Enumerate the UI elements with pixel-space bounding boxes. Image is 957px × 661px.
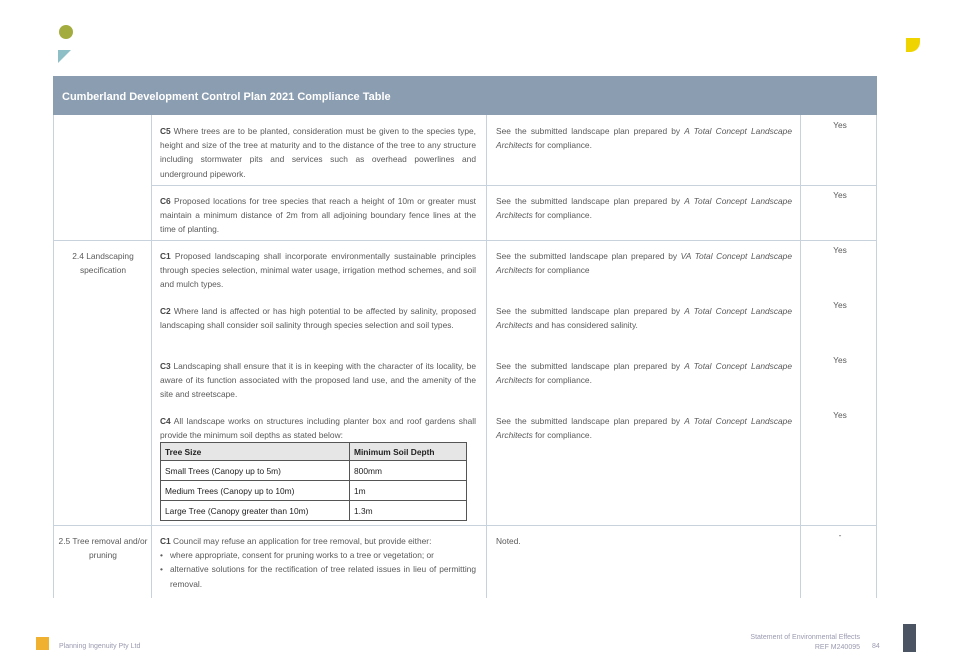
- soil-cell: Large Tree (Canopy greater than 10m): [161, 501, 350, 521]
- clause-code: C6: [160, 196, 171, 206]
- compliance-status: -: [838, 530, 842, 540]
- requirement-text: Proposed landscaping shall incorporate environmentally sustainable principles through species selection, minimal water usage, irrigation method schemes, and soil and mulch types.: [160, 251, 476, 290]
- soil-depth-table: [160, 442, 467, 521]
- requirement-text: Landscaping shall ensure that it is in keeping with the character of its locality, be aware of its function associated with the proposed land use, and the amenity of the site and streetscape.: [160, 361, 476, 400]
- table-row: [160, 124, 476, 181]
- firm-name: VA Total Concept Landscape Architects: [496, 251, 792, 276]
- requirement-text: Where trees are to be planted, consideration must be given to the species type, height and size of the tree at maturity and to the distance of the tree to any structure including stormwater pits and services such as overhead powerlines and underground pipework.: [160, 126, 476, 179]
- response-text: for compliance: [532, 265, 590, 276]
- compliance-status: Yes: [833, 300, 847, 310]
- requirement-text: Proposed locations for tree species that reach a height of 10m or greater must maintain a minimum distance of 2m from all adjoining boundary fence lines at the time of planting.: [160, 196, 477, 235]
- response-cell: [496, 194, 792, 222]
- table-row: [160, 304, 476, 332]
- table-row: [160, 194, 476, 237]
- section-label: 2.4 Landscaping specification: [72, 251, 134, 276]
- soil-table-header: [161, 443, 467, 461]
- firm-name: A Total Concept Landscape Architects: [496, 361, 792, 386]
- response-text: See the submitted landscape plan prepared by: [496, 306, 685, 316]
- requirement-text: Where land is affected or has high potential to be affected by salinity, proposed landscaping shall consider soil salinity through species selection and soil types.: [160, 306, 476, 331]
- compliance-status: Yes: [833, 410, 847, 420]
- response-cell: [496, 304, 792, 332]
- table-header: [53, 76, 877, 115]
- soil-cell: Small Trees (Canopy up to 5m): [161, 461, 350, 481]
- requirement-text: All landscape works on structures including planter box and roof gardens shall provide the minimum soil depths as stated below:: [160, 416, 476, 441]
- response-text: See the submitted landscape plan prepared by: [496, 251, 681, 261]
- compliance-status: Yes: [833, 245, 847, 255]
- response-text: for compliance.: [532, 210, 592, 221]
- response-text: See the submitted landscape plan prepared by: [496, 126, 685, 136]
- green-dot-icon: [59, 25, 73, 39]
- response-text: for compliance.: [532, 375, 592, 386]
- response-cell: Noted.: [496, 536, 521, 546]
- compliance-status: Yes: [833, 120, 847, 130]
- soil-header-cell: Tree Size: [161, 443, 350, 461]
- page-number: 84: [872, 643, 880, 650]
- footer-company: Planning Ingenuity Pty Ltd: [59, 643, 141, 650]
- soil-cell: 1m: [350, 481, 467, 501]
- response-text: See the submitted landscape plan prepared by: [496, 361, 685, 371]
- dark-bar-icon: [903, 624, 916, 652]
- firm-name: A Total Concept Landscape Architects: [496, 126, 792, 151]
- response-cell: [496, 124, 792, 152]
- footer-ref: REF M240095: [814, 644, 860, 651]
- table-row: [160, 359, 476, 402]
- table-row: [160, 534, 476, 591]
- row-divider: [53, 525, 877, 526]
- firm-name: A Total Concept Landscape Architects: [496, 196, 792, 221]
- footer-doc-info: [700, 633, 860, 653]
- compliance-status: Yes: [833, 355, 847, 365]
- clause-code: C4: [160, 416, 171, 426]
- response-text: and has considered salinity.: [532, 320, 638, 331]
- table-row: [160, 249, 476, 292]
- footer-doc-title: Statement of Environmental Effects: [750, 634, 860, 641]
- yellow-corner-icon: [906, 38, 920, 52]
- compliance-table: [53, 76, 877, 598]
- teal-triangle-icon: [58, 50, 71, 63]
- compliance-status: Yes: [833, 190, 847, 200]
- clause-code: C3: [160, 361, 171, 371]
- soil-cell: Medium Trees (Canopy up to 10m): [161, 481, 350, 501]
- response-cell: [496, 414, 792, 442]
- clause-code: C2: [160, 306, 171, 316]
- row-divider: [53, 240, 877, 241]
- table-title: Cumberland Development Control Plan 2021 Compliance Table: [62, 91, 391, 103]
- response-cell: [496, 359, 792, 387]
- soil-table-row: [161, 481, 467, 501]
- requirement-text: Council may refuse an application for tree removal, but provide either:: [173, 536, 432, 546]
- section-label: 2.5 Tree removal and/or pruning: [58, 536, 148, 561]
- list-item: • alternative solutions for the rectification of tree related issues in lieu of permitting removal.: [160, 562, 476, 590]
- response-text: for compliance.: [532, 430, 592, 441]
- firm-name: A Total Concept Landscape Architects: [496, 306, 792, 331]
- firm-name: A Total Concept Landscape Architects: [496, 416, 792, 441]
- soil-header-cell: Minimum Soil Depth: [350, 443, 467, 461]
- row-divider: [151, 185, 877, 186]
- list-item: • where appropriate, consent for pruning works to a tree or vegetation; or: [160, 548, 476, 562]
- soil-table-row: [161, 501, 467, 521]
- soil-cell: 800mm: [350, 461, 467, 481]
- orange-square-icon: [36, 637, 49, 650]
- clause-code: C1: [160, 536, 171, 546]
- response-cell: [496, 249, 792, 277]
- table-row: [160, 414, 476, 442]
- response-text: See the submitted landscape plan prepared by: [496, 196, 685, 206]
- soil-cell: 1.3m: [350, 501, 467, 521]
- response-text: for compliance.: [532, 140, 592, 151]
- clause-code: C5: [160, 126, 171, 136]
- soil-table-row: [161, 461, 467, 481]
- response-text: See the submitted landscape plan prepared by: [496, 416, 685, 426]
- clause-code: C1: [160, 251, 171, 261]
- requirement-bullets: [160, 548, 476, 591]
